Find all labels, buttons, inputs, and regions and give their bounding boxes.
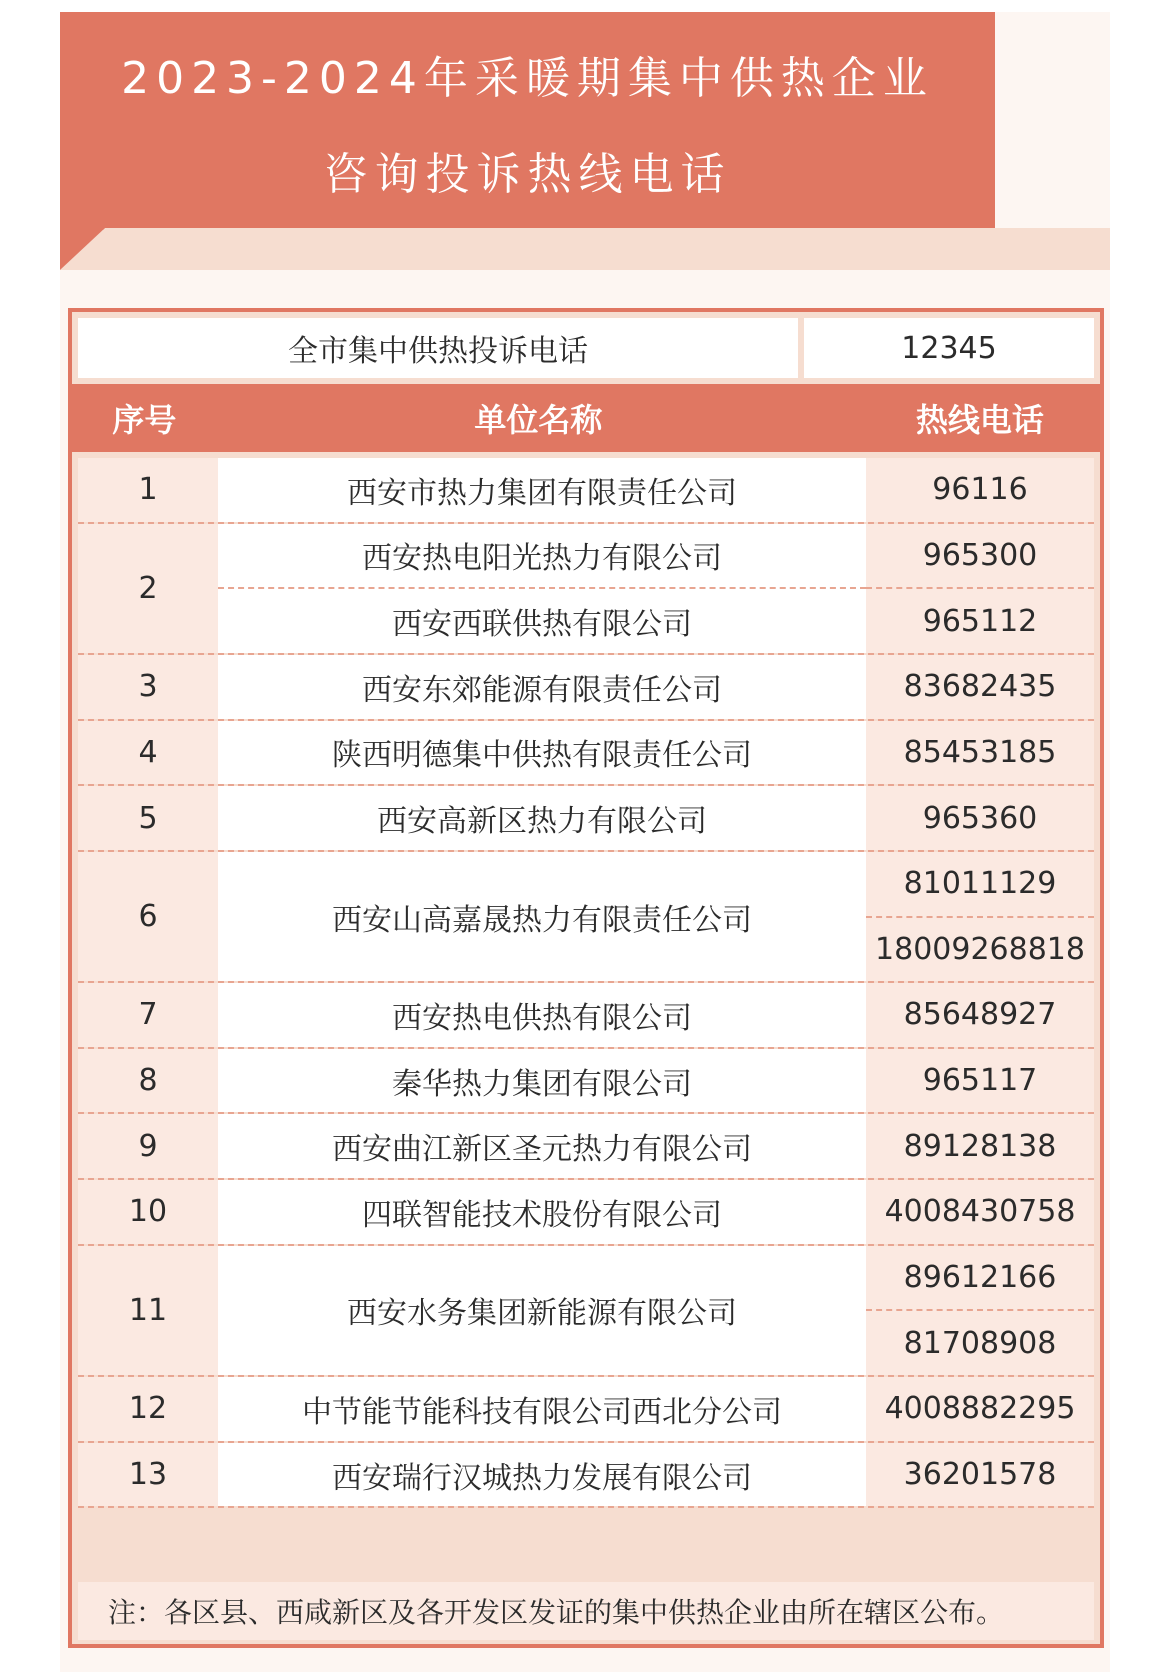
company-name: 西安热电供热有限公司 xyxy=(392,1000,692,1036)
row-name-cell xyxy=(218,1180,866,1244)
row-name-cell xyxy=(218,852,866,981)
row-phone-cell xyxy=(866,1049,1094,1113)
phone-number: 36201578 xyxy=(903,1457,1057,1493)
phone-number: 965360 xyxy=(922,800,1038,836)
table-row xyxy=(78,524,1094,655)
table-row xyxy=(78,655,1094,721)
table-row xyxy=(78,983,1094,1049)
row-phone-cell xyxy=(866,655,1094,719)
table-row xyxy=(78,1443,1094,1509)
table-body xyxy=(78,458,1094,1574)
row-name-cell xyxy=(218,655,866,719)
row-index: 3 xyxy=(78,655,218,719)
table-row xyxy=(78,1246,1094,1377)
phone-number: 4008882295 xyxy=(884,1391,1076,1427)
table-header xyxy=(72,384,1100,452)
company-name: 西安高新区热力有限公司 xyxy=(377,804,707,840)
row-index: 4 xyxy=(78,721,218,785)
row-index: 2 xyxy=(78,524,218,653)
row-index: 9 xyxy=(78,1114,218,1178)
company-name: 西安西联供热有限公司 xyxy=(218,587,866,653)
row-name-cell xyxy=(218,524,866,653)
page-title-line1: 2023-2024年采暖期集中供热企业 xyxy=(121,53,934,104)
row-name-cell xyxy=(218,1114,866,1178)
phone-number: 81011129 xyxy=(903,866,1057,902)
row-index: 1 xyxy=(78,458,218,522)
phone-number: 18009268818 xyxy=(866,916,1094,982)
header-index: 序号 xyxy=(112,401,177,439)
row-phone-cell xyxy=(866,1114,1094,1178)
company-name: 西安水务集团新能源有限公司 xyxy=(347,1296,737,1332)
phone-number: 965112 xyxy=(866,587,1094,653)
row-phone-cell xyxy=(866,1443,1094,1507)
row-name-cell xyxy=(218,1443,866,1507)
row-name-cell xyxy=(218,458,866,522)
company-name: 西安曲江新区圣元热力有限公司 xyxy=(332,1132,752,1168)
phone-number: 89128138 xyxy=(903,1128,1057,1164)
phone-number: 96116 xyxy=(932,472,1028,508)
row-name-cell xyxy=(218,1377,866,1441)
row-index: 8 xyxy=(78,1049,218,1113)
company-name: 秦华热力集团有限公司 xyxy=(392,1066,692,1102)
row-phone-cell xyxy=(866,786,1094,850)
row-phone-cell xyxy=(866,1377,1094,1441)
row-index: 10 xyxy=(78,1180,218,1244)
phone-number: 4008430758 xyxy=(884,1194,1076,1230)
city-hotline-row xyxy=(78,318,1094,378)
company-name: 四联智能技术股份有限公司 xyxy=(362,1197,722,1233)
phone-number: 89612166 xyxy=(903,1260,1057,1296)
row-name-cell xyxy=(218,1246,866,1375)
row-phone-cell xyxy=(866,1246,1094,1375)
row-index: 12 xyxy=(78,1377,218,1441)
table-row xyxy=(78,1049,1094,1115)
phone-number: 81708908 xyxy=(866,1309,1094,1375)
row-index: 7 xyxy=(78,983,218,1047)
company-name: 陕西明德集中供热有限责任公司 xyxy=(332,738,752,774)
city-hotline-label: 全市集中供热投诉电话 xyxy=(78,318,798,378)
table-row xyxy=(78,1377,1094,1443)
table-row xyxy=(78,786,1094,852)
row-phone-cell xyxy=(866,458,1094,522)
row-index: 13 xyxy=(78,1443,218,1507)
row-phone-cell xyxy=(866,721,1094,785)
company-name: 西安山高嘉晟热力有限责任公司 xyxy=(332,902,752,938)
row-index: 6 xyxy=(78,852,218,981)
row-phone-cell xyxy=(866,524,1094,653)
row-phone-cell xyxy=(866,852,1094,981)
page-title-line2: 咨询投诉热线电话 xyxy=(323,149,732,200)
row-index: 5 xyxy=(78,786,218,850)
row-name-cell xyxy=(218,1049,866,1113)
city-hotline-number: 12345 xyxy=(804,318,1094,378)
table-row xyxy=(78,1114,1094,1180)
table-row xyxy=(78,1180,1094,1246)
row-name-cell xyxy=(218,721,866,785)
company-name: 中节能节能科技有限公司西北分公司 xyxy=(302,1394,782,1430)
phone-number: 85648927 xyxy=(903,997,1057,1033)
row-name-cell xyxy=(218,983,866,1047)
table-row xyxy=(78,852,1094,983)
row-phone-cell xyxy=(866,983,1094,1047)
company-name: 西安市热力集团有限责任公司 xyxy=(347,475,737,511)
hotline-table xyxy=(68,308,1104,1648)
table-row xyxy=(78,458,1094,524)
phone-number: 965300 xyxy=(922,537,1038,573)
phone-number: 83682435 xyxy=(903,669,1057,705)
phone-number: 85453185 xyxy=(903,734,1057,770)
header-phone: 热线电话 xyxy=(915,401,1044,439)
row-name-cell xyxy=(218,786,866,850)
table-row xyxy=(78,721,1094,787)
banner-fold xyxy=(60,228,1110,270)
row-index: 11 xyxy=(78,1246,218,1375)
phone-number: 965117 xyxy=(922,1063,1038,1099)
company-name: 西安瑞行汉城热力发展有限公司 xyxy=(332,1460,752,1496)
company-name: 西安热电阳光热力有限公司 xyxy=(362,541,722,577)
table-note: 注：各区县、西咸新区及各开发区发证的集中供热企业由所在辖区公布。 xyxy=(78,1582,1094,1640)
header-name: 单位名称 xyxy=(474,401,603,439)
company-name: 西安东郊能源有限责任公司 xyxy=(362,672,722,708)
row-phone-cell xyxy=(866,1180,1094,1244)
